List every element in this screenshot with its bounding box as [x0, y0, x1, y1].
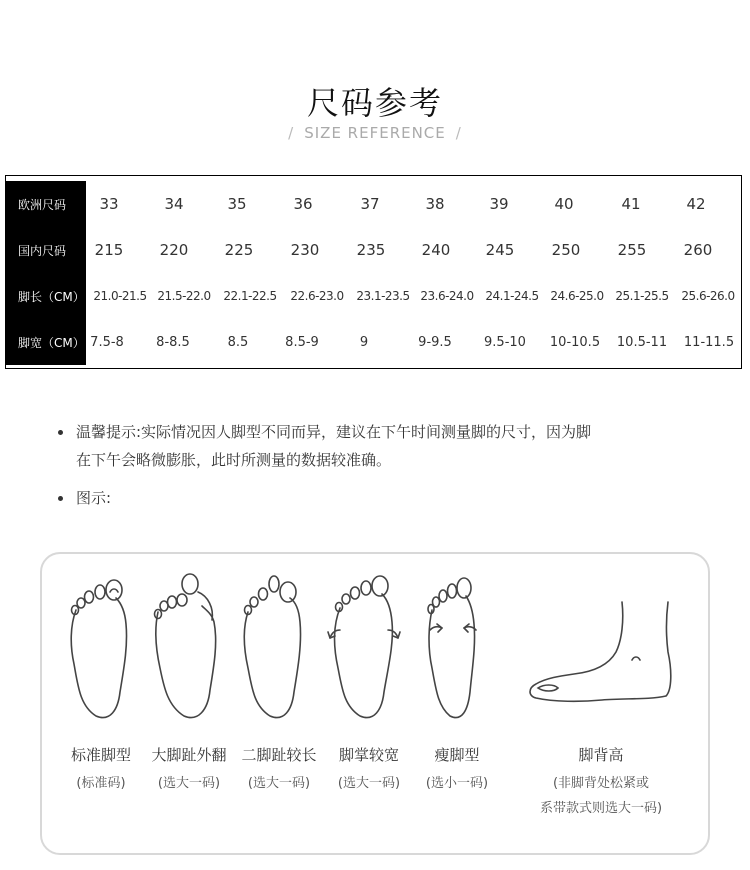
foot-label-narrow: 瘦脚型: [434, 746, 480, 764]
row-label-cn: 国内尺码: [6, 227, 86, 273]
page-title: 尺码参考: [306, 84, 443, 122]
wide-foot-icon: [326, 572, 402, 722]
foot-label-wide: 脚掌较宽: [338, 746, 399, 764]
foot-sub-standard: (标准码): [76, 776, 126, 791]
table-cell: 245: [485, 241, 515, 259]
table-cell: 7.5-8: [90, 334, 124, 350]
table-cell: 23.1-23.5: [356, 289, 410, 303]
subtitle-slash-right: /: [455, 124, 462, 142]
standard-foot-icon: [66, 576, 132, 722]
table-cell: 9.5-10: [484, 334, 526, 350]
subtitle-slash-left: /: [288, 124, 295, 142]
table-cell: 230: [290, 241, 320, 259]
table-cell: 8.5: [227, 334, 249, 350]
table-cell: 8.5-9: [285, 334, 319, 350]
bullet-icon: [58, 496, 63, 501]
table-cell: 24.6-25.0: [550, 289, 604, 303]
tip-line-1: 温馨提示:实际情况因人脚型不同而异，建议在下午时间测量脚的尺寸，因为脚: [76, 423, 592, 441]
table-cell: 23.6-24.0: [420, 289, 474, 303]
table-cell: 42: [686, 195, 706, 213]
foot-label-high-instep: 脚背高: [578, 746, 624, 764]
table-cell: 220: [159, 241, 189, 259]
table-cell: 37: [360, 195, 380, 213]
foot-label-standard: 标准脚型: [70, 746, 131, 764]
bullet-icon: [58, 430, 63, 435]
foot-label-long-toe: 二脚趾较长: [241, 746, 317, 764]
table-cell: 25.1-25.5: [615, 289, 669, 303]
row-label-width: 脚宽（CM）: [6, 319, 86, 365]
table-cell: 9: [359, 334, 369, 350]
size-table: [5, 175, 742, 369]
page-subtitle: [0, 124, 750, 142]
foot-sub-narrow: (选小一码): [425, 776, 489, 791]
foot-label-bunion: 大脚趾外翻: [151, 746, 227, 764]
table-cell: 25.6-26.0: [681, 289, 735, 303]
tip-line-2: 在下午会略微膨胀，此时所测量的数据较准确。: [76, 451, 392, 469]
table-cell: 235: [356, 241, 386, 259]
table-cell: 240: [421, 241, 451, 259]
narrow-foot-icon: [420, 574, 484, 722]
table-row-cn: [6, 227, 741, 273]
table-cell: 40: [554, 195, 574, 213]
table-cell: 10.5-11: [616, 334, 668, 350]
foot-sub-high-instep-2: 系带款式则选大一码): [539, 801, 663, 816]
table-cell: 35: [227, 195, 247, 213]
table-cell: 34: [164, 195, 184, 213]
bunion-foot-icon: [152, 572, 222, 722]
table-cell: 8-8.5: [156, 334, 190, 350]
table-cell: 33: [99, 195, 119, 213]
tip-note: [76, 418, 716, 474]
table-cell: 22.1-22.5: [223, 289, 277, 303]
table-cell: 39: [489, 195, 509, 213]
table-cell: 255: [617, 241, 647, 259]
diagram-label: 图示:: [76, 489, 112, 507]
foot-sub-bunion: (选大一码): [157, 776, 221, 791]
table-cell: 41: [621, 195, 641, 213]
foot-sub-long-toe: (选大一码): [247, 776, 311, 791]
table-cell: 225: [224, 241, 254, 259]
table-cell: 9-9.5: [418, 334, 452, 350]
long-second-toe-foot-icon: [240, 572, 306, 722]
table-row-length: [6, 273, 741, 319]
table-cell: 22.6-23.0: [290, 289, 344, 303]
table-cell: 21.0-21.5: [93, 289, 147, 303]
table-row-eu: [6, 181, 741, 227]
row-label-eu: 欧洲尺码: [6, 181, 86, 227]
table-cell: 11-11.5: [683, 334, 735, 350]
foot-sub-high-instep-1: (非脚背处松紧或: [552, 776, 650, 791]
high-instep-foot-icon: [524, 600, 674, 710]
table-cell: 36: [293, 195, 313, 213]
subtitle-text: SIZE REFERENCE: [304, 124, 446, 142]
table-cell: 38: [425, 195, 445, 213]
table-cell: 21.5-22.0: [157, 289, 211, 303]
table-cell: 215: [94, 241, 124, 259]
table-cell: 250: [551, 241, 581, 259]
table-cell: 24.1-24.5: [485, 289, 539, 303]
table-cell: 260: [683, 241, 713, 259]
table-row-width: [6, 319, 741, 365]
row-label-length: 脚长（CM）: [6, 273, 86, 319]
table-cell: 10-10.5: [549, 334, 601, 350]
foot-sub-wide: (选大一码): [337, 776, 401, 791]
